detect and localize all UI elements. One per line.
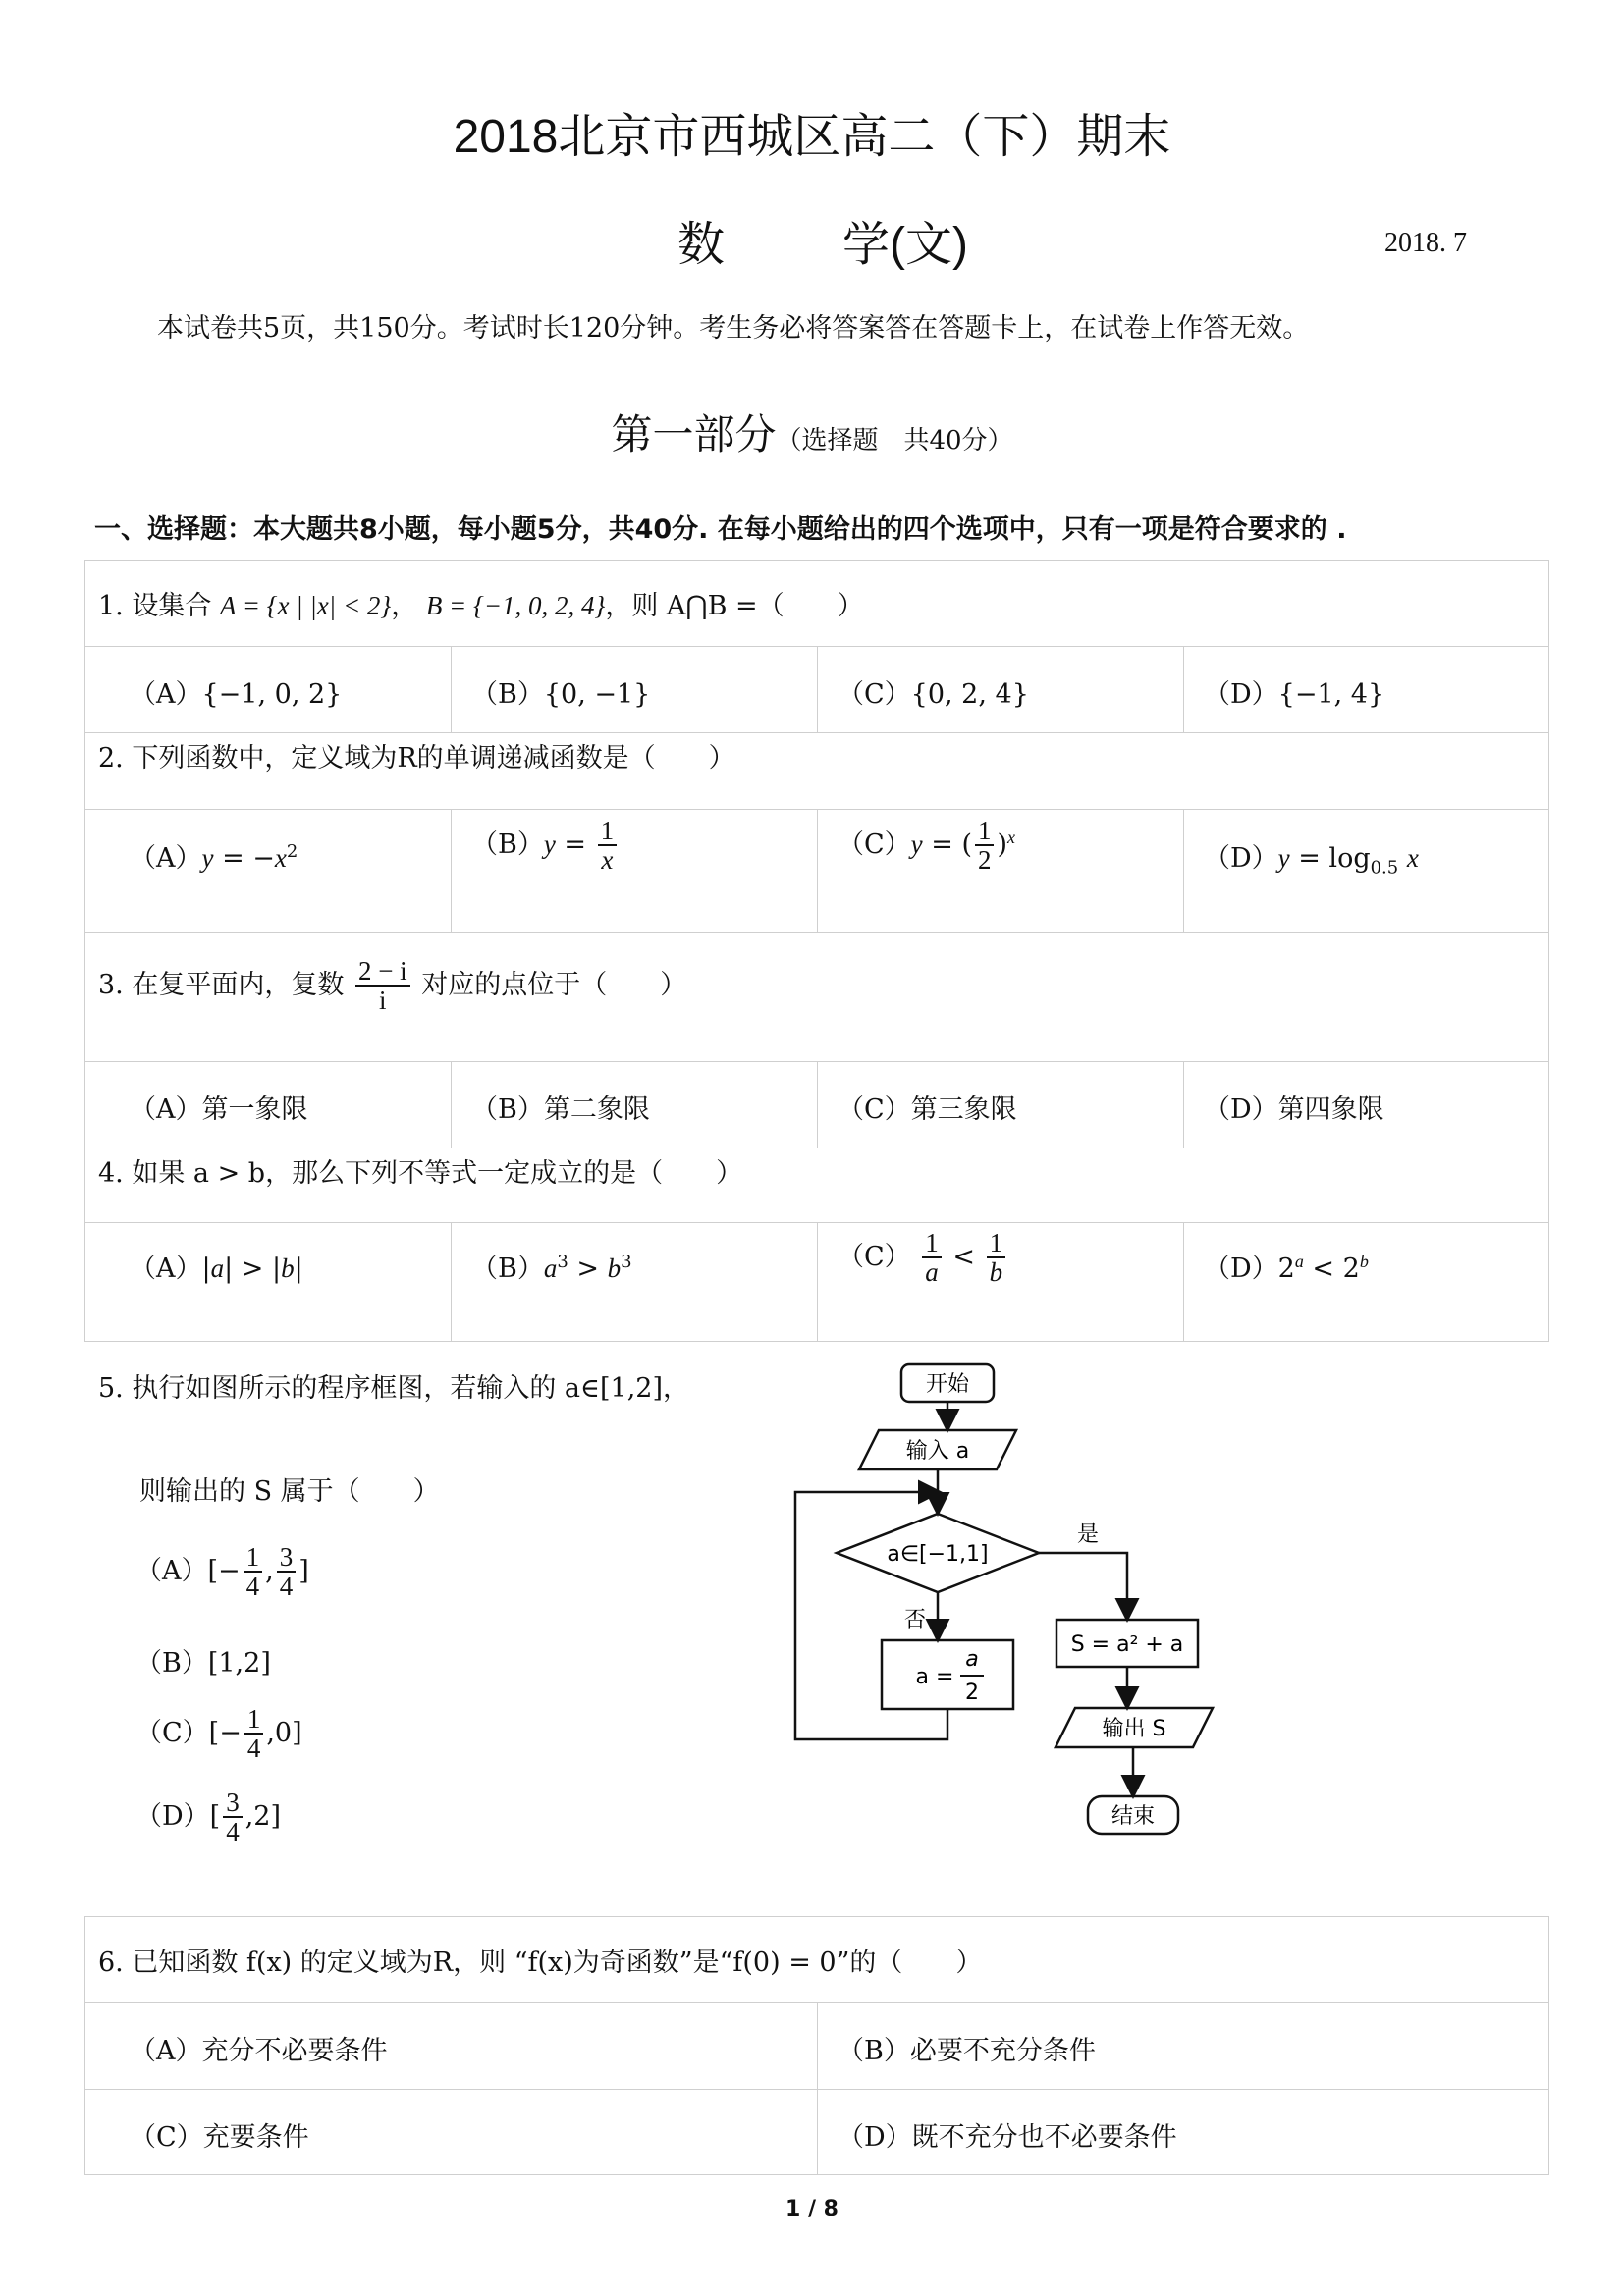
q2-option-c: （C）y = ( $\frac{1}{2}$ )$^x$ [838,816,1016,876]
fraction: $\frac{1}{b}$ [987,1229,1006,1287]
q1-stem-suffix: ，则 A⋂B =（ ） [605,591,864,621]
divider [817,1061,818,1148]
question-5-stem-2: 则输出的 S 属于（ ） [139,1476,440,1507]
q2-option-c-label: （C） [838,828,911,860]
q4-option-a: （A）|a| > |b| [130,1254,303,1284]
flowchart-yes-label: 是 [1076,1522,1100,1547]
divider [451,1061,452,1148]
q3-fraction [355,957,410,1015]
q3-option-c: （C）第三象限 [838,1095,1017,1125]
fraction: $\frac{1}{x}$ [598,817,618,875]
question-5-stem: 5. 执行如图所示的程序框图，若输入的 a∈[1,2]， [98,1373,690,1404]
q2-option-b-label: （B） [471,828,544,860]
divider [451,1222,452,1342]
divider [84,732,1549,733]
q6-option-c: （C）充要条件 [130,2122,309,2153]
fraction: $\frac{3}{4}$ [277,1543,297,1601]
part-one-label: 第一部分 [611,410,777,458]
q3-stem-prefix: 3. 在复平面内，复数 [98,969,345,1000]
exam-title: 2018北京市西城区高二（下）期末 [453,111,1171,163]
q2-option-d-label: （D） [1204,843,1278,874]
q4-option-c-label: （C） [838,1241,911,1272]
q1-set-a: A = {x | |x| < 2} [219,591,392,620]
q2-option-a-label: （A） [130,843,202,874]
divider [1183,1061,1184,1148]
q1-set-b: B = {−1, 0, 2, 4} [425,591,606,620]
fraction: $\frac{3}{4}$ [223,1789,243,1846]
flowchart-input-label: 输入 a [905,1439,970,1464]
fraction-denominator: 2 [965,1681,979,1705]
fraction: $\frac{1}{4}$ [244,1543,263,1601]
q5-option-d-label: （D） [135,1800,210,1832]
q5-option-c-label: （C） [135,1717,209,1748]
subject-title [677,206,968,274]
flowchart-assign-s-label: S = a² + a [1070,1632,1184,1657]
divider [817,2002,818,2175]
divider [1183,646,1184,732]
flowchart-no-label: 否 [903,1608,927,1632]
question-1-stem: 1. 设集合 A = {x | |x| < 2}， B = {−1, 0, 2, 4}，则 A⋂B =（ ） [98,591,864,621]
q4-option-a-label: （A） [130,1254,202,1284]
divider [817,646,818,732]
q2-option-a: $(A)y = -x^2$ [130,841,298,874]
part-one-title [0,402,1624,461]
question-3-stem [98,957,686,1015]
flowchart-output-label: 输出 S [1102,1717,1166,1741]
q3-option-a: （A）第一象限 [130,1095,308,1125]
question-2-stem: 2. 下列函数中，定义域为R的单调递减函数是（ ） [98,743,735,774]
divider [84,932,1549,933]
exam-date: 2018. 7 [1384,228,1467,258]
subject-part-b: 学(文) [842,219,968,271]
fraction: $\frac{1}{4}$ [244,1705,264,1763]
q1-stem-prefix: 1. 设集合 [98,591,212,621]
fraction-numerator: a [965,1647,979,1672]
divider [451,646,452,732]
flowchart-decision-label: a∈[−1,1] [887,1542,989,1567]
program-flowchart [776,1350,1237,1860]
q4-option-d: $(D)2^a < 2^b$ [1204,1252,1369,1284]
q5-option-a: （A）[− $\frac{1}{4}$ , $\frac{3}{4}$ ] [135,1542,309,1602]
divider [817,1222,818,1342]
arrow [1039,1553,1127,1618]
question-6-stem: 6. 已知函数 f(x) 的定义域为R，则 “f(x)为奇函数”是“f(0) = 0”的（ ） [98,1948,983,1978]
q2-option-b: （B）y = $\frac{1}{x}$ [471,817,620,875]
divider [817,809,818,932]
flowchart-end-label: 结束 [1110,1804,1156,1829]
q1-option-a: （A）{−1, 0, 2} [130,679,343,710]
divider [1183,1222,1184,1342]
q3-option-b: （B）第二象限 [471,1095,650,1125]
q3-option-d: （D）第四象限 [1204,1095,1384,1125]
divider [451,809,452,932]
q4-option-b: $(B)a^3 > b^3$ [471,1252,632,1284]
part-one-note: （选择题 共40分） [776,426,1013,455]
q5-option-d: （D）[ $\frac{3}{4}$ ,2] [135,1788,281,1847]
subject-part-a: 数 [677,219,726,271]
flowchart-start-label: 开始 [925,1372,970,1397]
q3-numerator: 2 − i [355,957,410,987]
fraction: $\frac{1}{2}$ [975,817,995,875]
exam-intro: 本试卷共5页，共150分。考试时长120分钟。考生务必将答案答在答题卡上，在试卷上作答无效。 [157,313,1310,344]
q4-option-c: （C） $\frac{1}{a}$ < $\frac{1}{b}$ [838,1229,1008,1287]
q6-option-d: （D）既不充分也不必要条件 [838,2122,1177,2153]
q1-option-b: （B）{0, −1} [471,679,651,710]
q4-option-d-label: （D） [1204,1254,1278,1284]
q2-option-d: $(D)y = \log_{0.5} x$ [1204,843,1419,879]
q5-option-a-label: （A） [135,1555,208,1586]
q6-option-b: （B）必要不充分条件 [838,2036,1096,2066]
divider [1183,809,1184,932]
q1-option-c: （C）{0, 2, 4} [838,679,1029,710]
q6-option-a: （A）充分不必要条件 [130,2036,388,2066]
flowchart-assign-a-label: a = [915,1665,954,1689]
fraction: $\frac{1}{a}$ [922,1229,942,1287]
q1-option-d: （D）{−1, 4} [1204,679,1385,710]
question-4-stem: 4. 如果 a > b，那么下列不等式一定成立的是（ ） [98,1158,743,1189]
section-one-heading: 一、选择题：本大题共8小题，每小题5分，共40分. 在每小题给出的四个选项中，只有一项是符合要求的 . [94,514,1347,545]
q5-option-c: （C）[− $\frac{1}{4}$ ,0] [135,1704,302,1764]
page-number: 1 / 8 [785,2197,839,2221]
q3-stem-suffix: 对应的点位于（ ） [421,969,687,1000]
q3-denominator: i [379,986,387,1016]
q5-option-b: （B）[1,2] [135,1648,271,1679]
q4-option-b-label: （B） [471,1254,544,1284]
